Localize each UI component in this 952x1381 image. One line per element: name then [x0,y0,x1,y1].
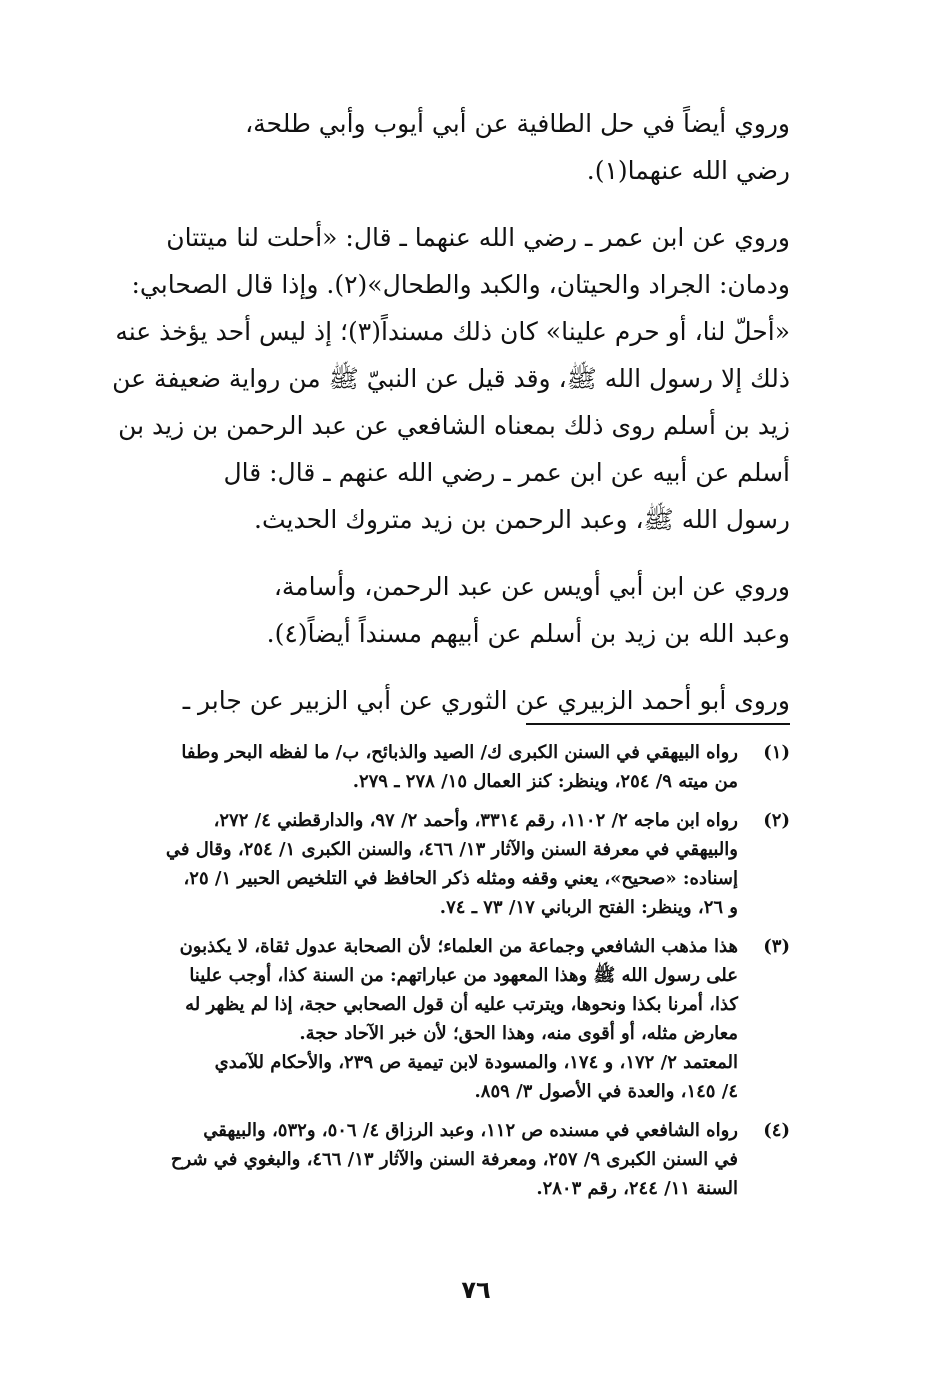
footnote-line: هذا مذهب الشافعي وجماعة من العلماء؛ لأن الصحابة عدول ثقاة، لا يكذبون [179,936,738,957]
footnote-line: في السنن الكبرى ٩/ ٢٥٧، ومعرفة السنن والآثار ١٣/ ٤٦٦، والبغوي في شرح [170,1149,738,1170]
footnote-number: (٢) [763,810,790,831]
footnote-line: إسناده: «صحيح»، يعني وقفه ومثله ذكر الحافظ في التلخيص الحبير ١/ ٢٥، [183,868,738,889]
footnote-text [96,932,738,1106]
footnote-text [96,1116,738,1203]
main-text [96,100,790,744]
paragraph-1 [96,100,790,194]
footnote-text [96,806,738,922]
footnote-text [96,738,738,796]
page-number: ٧٦ [461,1276,491,1304]
footnotes [96,738,790,1213]
footnote-line: و ٢٦، وينظر: الفتح الرباني ١٧/ ٧٣ ـ ٧٤. [439,897,738,918]
text-line: وروي أيضاً في حل الطافية عن أبي أيوب وأبي طلحة، [245,109,790,138]
text-line: وروى أبو أحمد الزبيري عن الثوري عن أبي الزبير عن جابر ـ [182,686,790,715]
footnote-line: والبيهقي في معرفة السنن والآثار ١٣/ ٤٦٦، والسنن الكبرى ١/ ٢٥٤، وقال في [165,839,738,860]
text-line: ودمان: الجراد والحيتان، والكبد والطحال»(٢). وإذا قال الصحابي: [131,270,790,299]
footnote-line: من ميته ٩/ ٢٥٤، وينظر: كنز العمال ١٥/ ٢٧٨ ـ ٢٧٩. [352,771,738,792]
text-line: «أحلّ لنا، أو حرم علينا» كان ذلك مسنداً(٣)؛ إذ ليس أحد يؤخذ عنه [115,317,790,346]
text-line: وروي عن ابن عمر ـ رضي الله عنهما ـ قال: «أحلت لنا ميتتان [166,223,790,252]
footnote-line: المعتمد ٢/ ١٧٢، و ١٧٤، والمسودة لابن تيمية ص ٢٣٩، والأحكام للآمدي [214,1052,738,1073]
text-line: رضي الله عنهما(١). [586,156,790,185]
footnote-number: (٤) [763,1120,790,1141]
footnote-2 [96,806,790,922]
text-line: زيد بن أسلم روى ذلك بمعناه الشافعي عن عبد الرحمن بن زيد بن [118,411,790,440]
footnote-4 [96,1116,790,1203]
text-line: ذلك إلا رسول الله ﷺ، وقد قيل عن النبيّ ﷺ من رواية ضعيفة عن [112,364,790,393]
text-line: وعبد الله بن زيد بن أسلم عن أبيهم مسنداً أيضاً(٤). [266,619,790,648]
footnote-line: على رسول الله ﷺ وهذا المعهود من عباراتهم: من السنة كذا، أوجب علينا [189,965,738,986]
footnote-1 [96,738,790,796]
paragraph-2 [96,214,790,543]
text-line: أسلم عن أبيه عن ابن عمر ـ رضي الله عنهم ـ قال: قال [223,458,790,487]
footnote-line: كذا، أمرنا بكذا ونحوها، ويترتب عليه أن قول الصحابي حجة، إذا لم يظهر له [185,994,738,1015]
footnote-line: معارض مثله، أو أقوى منه، وهذا الحق؛ لأن خبر الآحاد حجة. [299,1023,738,1044]
footnote-number: (٣) [763,936,790,957]
paragraph-3 [96,563,790,657]
footnote-separator [526,723,790,725]
footnote-number: (١) [763,742,790,763]
footnote-line: رواه الشافعي في مسنده ص ١١٢، وعبد الرزاق ٤/ ٥٠٦، و٥٣٢، والبيهقي [203,1120,738,1141]
footnote-line: رواه البيهقي في السنن الكبرى ك/ الصيد والذبائح، ب/ ما لفظه البحر وطفا [181,742,738,763]
footnote-line: السنة ١١/ ٢٤٤، رقم ٢٨٠٣. [536,1178,738,1199]
footnote-3 [96,932,790,1106]
footnote-line: ٤/ ١٤٥، والعدة في الأصول ٣/ ٨٥٩. [474,1081,738,1102]
text-line: رسول الله ﷺ، وعبد الرحمن بن زيد متروك الحديث. [254,505,790,534]
paragraph-4 [96,677,790,724]
text-line: وروي عن ابن أبي أويس عن عبد الرحمن، وأسامة، [273,572,790,601]
footnote-line: رواه ابن ماجه ٢/ ١١٠٢، رقم ٣٣١٤، وأحمد ٢/ ٩٧، والدارقطني ٤/ ٢٧٢، [213,810,738,831]
